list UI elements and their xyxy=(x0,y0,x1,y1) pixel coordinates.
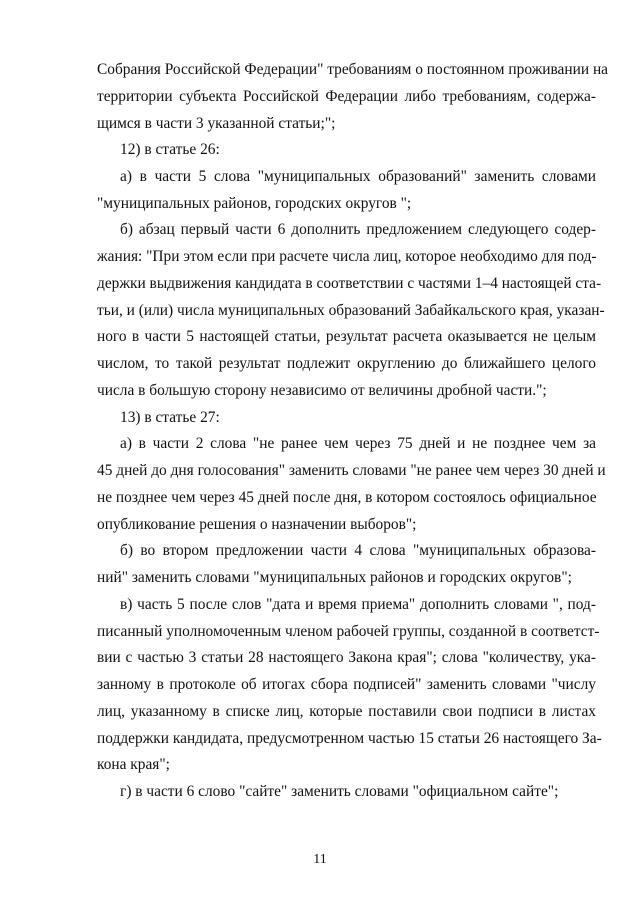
text-line: "муниципальных районов, городских округов "; xyxy=(97,194,412,212)
text-line: кона края"; xyxy=(97,756,170,774)
text-line: 45 дней до дня голосования" заменить словами "не ранее чем через 30 дней и xyxy=(97,462,606,480)
text-line: б) абзац первый части 6 дополнить предложением следующего содер- xyxy=(120,221,596,239)
text-line: ний" заменить словами "муниципальных районов и городских округов"; xyxy=(97,569,572,587)
text-line: б) во втором предложении части 4 слова "муниципальных образова- xyxy=(120,542,596,560)
page-number: 11 xyxy=(313,852,327,867)
text-line: числом, то такой результат подлежит округлению до ближайшего целого xyxy=(97,355,596,373)
text-line: не позднее чем через 45 дней после дня, в котором состоялось официальное xyxy=(97,488,597,506)
text-line: держки выдвижения кандидата в соответствии с частями 1–4 настоящей ста- xyxy=(97,274,602,292)
text-line: а) в части 5 слова "муниципальных образований" заменить словами xyxy=(120,168,596,185)
text-line: в) часть 5 после слов "дата и время приема" дополнить словами ", под- xyxy=(120,595,596,613)
text-line: вии с частью 3 статьи 28 настоящего Закона края"; слова "количеству, ука- xyxy=(97,649,596,667)
text-line: территории субъекта Российской Федерации либо требованиям, содержа- xyxy=(97,87,596,105)
text-line: тьи, и (или) числа муниципальных образований Забайкальского края, указан- xyxy=(97,301,605,319)
text-line: Собрания Российской Федерации" требованиям о постоянном проживании на xyxy=(97,61,609,78)
text-line: ного в части 5 настоящей статьи, результат расчета оказывается не целым xyxy=(97,328,596,346)
text-line: а) в части 2 слова "не ранее чем через 75 дней и не позднее чем за xyxy=(120,435,596,453)
text-line: поддержки кандидата, предусмотренном частью 15 статьи 26 настоящего За- xyxy=(97,729,602,747)
text-line: 12) в статье 26: xyxy=(120,141,220,159)
text-line: лиц, указанному в списке лиц, которые поставили свои подписи в листах xyxy=(97,702,596,720)
text-line: опубликование решения о назначении выборов"; xyxy=(97,515,417,533)
text-line: г) в части 6 слово "сайте" заменить словами "официальном сайте"; xyxy=(120,783,559,800)
text-line: щимся в части 3 указанной статьи;"; xyxy=(97,114,336,132)
text-line: писанный уполномоченным членом рабочей группы, созданной в соответст- xyxy=(97,622,600,640)
text-line: 13) в статье 27: xyxy=(120,408,220,426)
text-line: числа в большую сторону независимо от величины дробной части."; xyxy=(97,381,547,399)
text-line: жания: "При этом если при расчете числа лиц, которое необходимо для под- xyxy=(97,248,597,266)
text-line: занному в протоколе об итогах сбора подписей" заменить словами "числу xyxy=(97,676,596,693)
